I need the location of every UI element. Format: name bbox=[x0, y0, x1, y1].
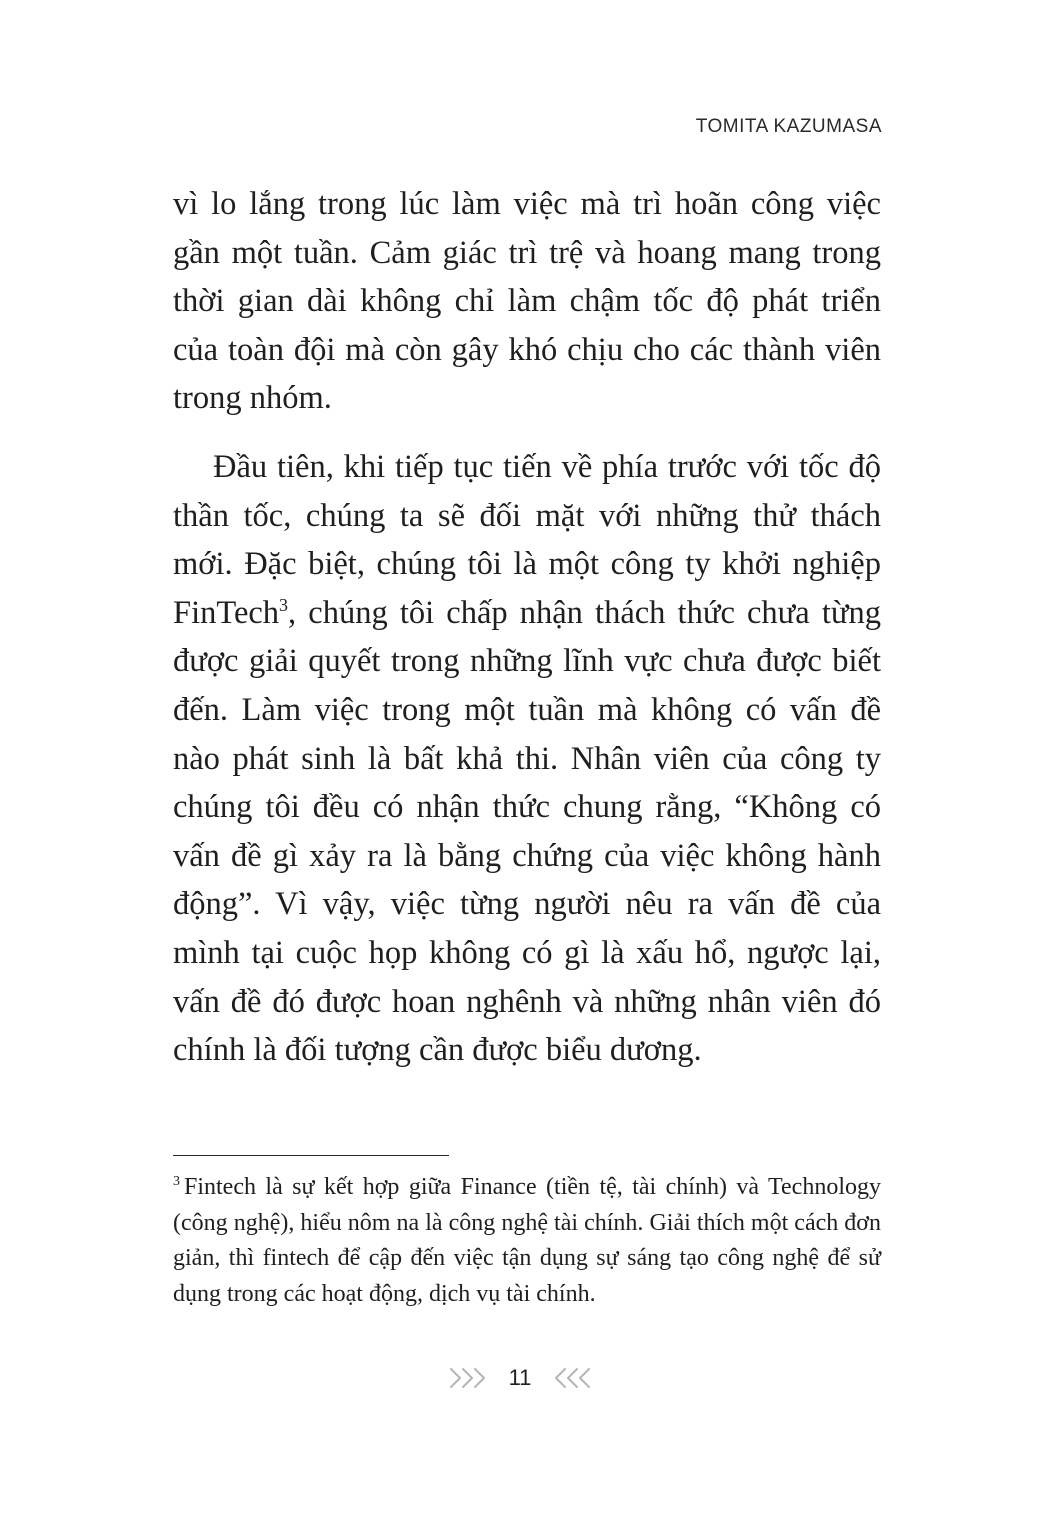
triple-chevron-right-icon bbox=[447, 1363, 491, 1393]
paragraph-2-part-2: , chúng tôi chấp nhận thách thức chưa từng được giải quyết trong những lĩnh vực chưa được biết đến. Làm việc trong một tuần mà không có vấn đề nào phát sinh là bất khả thi. Nhân viên của công ty chúng tôi đều có nhận thức chung rằng, “Không có vấn đề gì xảy ra là bằng chứng của việc không hành động”. Vì vậy, việc từng người nêu ra vấn đề của mình tại cuộc họp không có gì là xấu hổ, ngược lại, vấn đề đó được hoan nghênh và những nhân viên đó chính là đối tượng cần được biểu dương. bbox=[173, 594, 881, 1069]
triple-chevron-left-icon bbox=[549, 1363, 593, 1393]
page-number: 11 bbox=[508, 1365, 532, 1390]
running-header-author: TOMITA KAZUMASA bbox=[695, 116, 882, 137]
footnote-marker: 3 bbox=[173, 1174, 180, 1189]
footnote-divider bbox=[173, 1155, 449, 1156]
footnote bbox=[173, 1170, 881, 1312]
paragraph-2 bbox=[173, 443, 881, 1075]
footnote-reference[interactable]: 3 bbox=[279, 594, 289, 615]
paragraph-1: vì lo lắng trong lúc làm việc mà trì hoãn công việc gần một tuần. Cảm giác trì trệ và hoang mang trong thời gian dài không chỉ làm chậm tốc độ phát triển của toàn đội mà còn gây khó chịu cho các thành viên trong nhóm. bbox=[173, 186, 881, 417]
paragraph-2-part-1: Đầu tiên, khi tiếp tục tiến về phía trước với tốc độ thần tốc, chúng ta sẽ đối mặt với những thử thách mới. Đặc biệt, chúng tôi là một công ty khởi nghiệp FinTech bbox=[173, 448, 881, 631]
page-footer bbox=[0, 1358, 1040, 1398]
footnote-text: Fintech là sự kết hợp giữa Finance (tiền tệ, tài chính) và Technology (công nghệ), hiểu nôm na là công nghệ tài chính. Giải thích một cách đơn giản, thì fintech để cập đến việc tận dụng sự sáng tạo công nghệ để sử dụng trong các hoạt động, dịch vụ tài chính. bbox=[173, 1174, 881, 1307]
main-text bbox=[173, 180, 881, 1075]
